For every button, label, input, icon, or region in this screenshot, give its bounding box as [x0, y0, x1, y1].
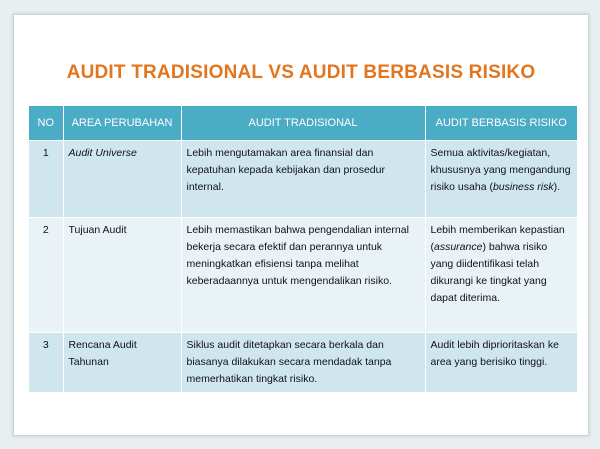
table-row	[29, 141, 577, 218]
cell-risiko	[425, 333, 577, 393]
cell-area: Rencana Audit Tahunan	[63, 333, 181, 393]
cell-area: Tujuan Audit	[63, 218, 181, 333]
cell-risiko-text: Semua aktivitas/kegiatan, khususnya yang mengandung risiko usaha (	[430, 147, 571, 193]
header-tradisional: AUDIT TRADISIONAL	[181, 106, 425, 141]
header-no: NO	[29, 106, 63, 141]
cell-risiko	[425, 141, 577, 218]
cell-area: Audit Universe	[63, 141, 181, 218]
cell-no: 1	[29, 141, 63, 218]
cell-no: 2	[29, 218, 63, 333]
slide-title: AUDIT TRADISIONAL VS AUDIT BERBASIS RISIKO	[66, 62, 536, 83]
table-row	[29, 333, 577, 393]
cell-risiko	[425, 218, 577, 333]
comparison-table	[29, 106, 577, 392]
table-row	[29, 218, 577, 333]
cell-risiko-italic: assurance	[434, 241, 483, 253]
header-row	[29, 106, 577, 141]
header-risiko: AUDIT BERBASIS RISIKO	[425, 106, 577, 141]
cell-tradisional: Lebih mengutamakan area finansial dan kepatuhan kepada kebijakan dan prosedur internal.	[181, 141, 425, 218]
cell-risiko-text-end: ).	[553, 181, 561, 193]
cell-risiko-text: Lebih memberikan kepastian (	[430, 224, 565, 253]
cell-no: 3	[29, 333, 63, 393]
cell-tradisional: Lebih memastikan bahwa pengendalian internal bekerja secara efektif dan perannya untuk meningkatkan efisiensi tanpa melihat keberadaannya untuk mengendalikan risiko.	[181, 218, 425, 333]
cell-risiko-text: Audit lebih diprioritaskan ke area yang berisiko tinggi.	[430, 339, 559, 368]
cell-risiko-italic: business risk	[492, 181, 554, 193]
cell-risiko-text-end: ) bahwa risiko yang diidentifikasi telah dikurangi ke tingkat yang dapat diterima.	[430, 241, 548, 304]
header-area: AREA PERUBAHAN	[63, 106, 181, 141]
slide	[13, 14, 589, 436]
cell-tradisional: Siklus audit ditetapkan secara berkala dan biasanya dilakukan secara mendadak tanpa memerhatikan tingkat risiko.	[181, 333, 425, 393]
